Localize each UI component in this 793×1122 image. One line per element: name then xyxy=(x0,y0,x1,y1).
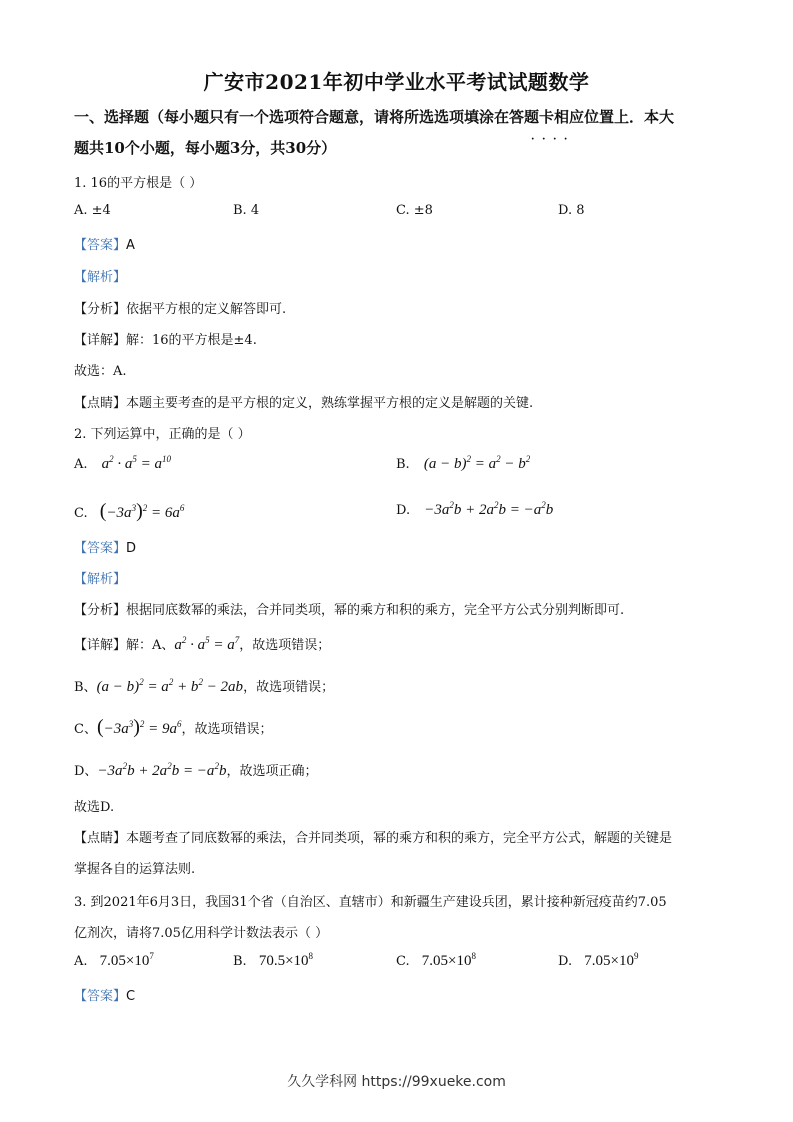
answer-tag: 【答案】 xyxy=(74,238,127,253)
q2-step-c-prefix: C、 xyxy=(74,722,97,737)
q1-option-b: B. 4 xyxy=(233,203,260,218)
q3-option-a-formula: $7.05\times 10^7$ xyxy=(99,951,154,969)
q2-option-c xyxy=(74,500,184,523)
q2-stem: 2. 下列运算中，正确的是（ ） xyxy=(74,427,251,442)
q3-option-b-formula: $70.5\times 10^8$ xyxy=(258,951,314,969)
q2-analysis-tag: 【解析】 xyxy=(74,572,127,587)
section-heading-line2: 题共10个小题，每小题3分，共30分） xyxy=(74,139,337,157)
q2-option-c-label: C. xyxy=(74,506,88,521)
q1-fenxi: 【分析】依据平方根的定义解答即可. xyxy=(74,302,287,317)
q2-xiangjie-suffix: ，故选项错误； xyxy=(239,638,331,653)
q3-answer xyxy=(74,985,135,1004)
q3-option-b xyxy=(233,953,313,970)
q3-stem-line2: 亿剂次，请将7.05亿用科学计数法表示（ ） xyxy=(74,926,329,941)
q2-dianjing-line1: 【点睛】本题考查了同底数幂的乘法，合并同类项，幂的乘方和积的乘方，完全平方公式，解题的关键是 xyxy=(74,831,673,846)
q3-option-c-label: C. xyxy=(396,954,410,969)
section-heading xyxy=(74,102,724,164)
q3-option-a-label: A. xyxy=(74,954,88,969)
q3-option-c-formula: $7.05\times 10^8$ xyxy=(421,951,476,969)
q2-step-b-formula: $(a - b)^2 = a^2 + b^2 - 2ab$ xyxy=(96,677,244,695)
q2-option-c-formula: $(-3a^3)^2 = 6a^6$ xyxy=(99,500,185,522)
q1-stem: 1. 16的平方根是（ ） xyxy=(74,176,203,191)
q2-option-a xyxy=(74,456,171,473)
q1-guxuan: 故选：A. xyxy=(74,364,127,379)
q2-option-d-formula: $-3a^2b + 2a^2b = -a^2b$ xyxy=(424,500,554,518)
q2-step-b-prefix: B、 xyxy=(74,680,97,695)
q2-option-b xyxy=(396,456,530,473)
q2-option-d xyxy=(396,502,553,519)
q3-answer-value: C xyxy=(126,989,136,1004)
q2-xiangjie xyxy=(74,634,330,654)
answer-tag: 【答案】 xyxy=(74,989,127,1004)
q2-xiangjie-formula: $a^2 \cdot a^5 = a^7$ xyxy=(174,635,240,653)
section-heading-line1c: ．本大 xyxy=(629,108,675,126)
q3-option-a xyxy=(74,953,154,970)
q3-option-d xyxy=(558,953,638,970)
q2-step-c-formula: $(-3a^3)^2 = 9a^6$ xyxy=(96,716,182,738)
q1-option-d: D. 8 xyxy=(558,203,585,218)
section-heading-emphasis: 答题卡相应位置上 · · · · xyxy=(509,108,629,126)
q2-step-d-formula: $-3a^2b + 2a^2b = -a^2b$ xyxy=(97,761,227,779)
q2-option-d-label: D. xyxy=(396,503,411,518)
q1-dianjing: 【点睛】本题主要考查的是平方根的定义，熟练掌握平方根的定义是解题的关键. xyxy=(74,396,534,411)
q2-answer-value: D xyxy=(126,541,137,556)
q2-answer xyxy=(74,537,136,556)
q2-option-a-label: A. xyxy=(74,457,88,472)
q2-option-b-label: B. xyxy=(396,457,410,472)
q3-option-d-formula: $7.05\times 10^9$ xyxy=(584,951,639,969)
page-footer: 久久学科网 https://99xueke.com xyxy=(287,1074,506,1090)
q2-step-d-prefix: D、 xyxy=(74,764,98,779)
q2-step-c xyxy=(74,716,273,739)
answer-tag: 【答案】 xyxy=(74,541,127,556)
q2-option-b-formula: $(a - b)^2 = a^2 - b^2$ xyxy=(423,454,531,472)
q3-option-d-label: D. xyxy=(558,954,573,969)
section-heading-line1a: 一、选择题（每小题只有一个选项符合题意，请将所选选项填涂在 xyxy=(74,108,510,126)
q1-analysis-tag: 【解析】 xyxy=(74,270,127,285)
q1-option-c: C. ±8 xyxy=(396,203,433,218)
q3-stem-line1: 3. 到2021年6月3日，我国31个省（自治区、直辖市）和新疆生产建设兵团，累计接种新冠疫苗约7.05 xyxy=(74,895,667,910)
q1-answer xyxy=(74,234,135,253)
q2-step-d-suffix: ，故选项正确； xyxy=(226,764,318,779)
q1-answer-value: A xyxy=(126,238,135,253)
page-title: 广安市2021年初中学业水平考试试题数学 xyxy=(203,70,590,94)
q2-step-c-suffix: ，故选项错误； xyxy=(181,722,273,737)
q2-step-b xyxy=(74,676,334,696)
q1-xiangjie: 【详解】解：16的平方根是±4. xyxy=(74,333,257,348)
q3-option-b-label: B. xyxy=(233,954,247,969)
q2-step-b-suffix: ，故选项错误； xyxy=(243,680,335,695)
q2-option-a-formula: $a^2 \cdot a^5 = a^{10}$ xyxy=(101,454,172,472)
q2-fenxi: 【分析】根据同底数幂的乘法，合并同类项，幂的乘方和积的乘方，完全平方公式分别判断即可. xyxy=(74,603,625,618)
q2-xiangjie-prefix: 【详解】解：A、 xyxy=(74,638,175,653)
q2-dianjing-line2: 掌握各自的运算法则. xyxy=(74,862,196,877)
q2-step-d xyxy=(74,760,317,780)
q1-option-a: A. ±4 xyxy=(74,203,111,218)
q3-option-c xyxy=(396,953,476,970)
q2-guxuan: 故选D. xyxy=(74,800,115,815)
